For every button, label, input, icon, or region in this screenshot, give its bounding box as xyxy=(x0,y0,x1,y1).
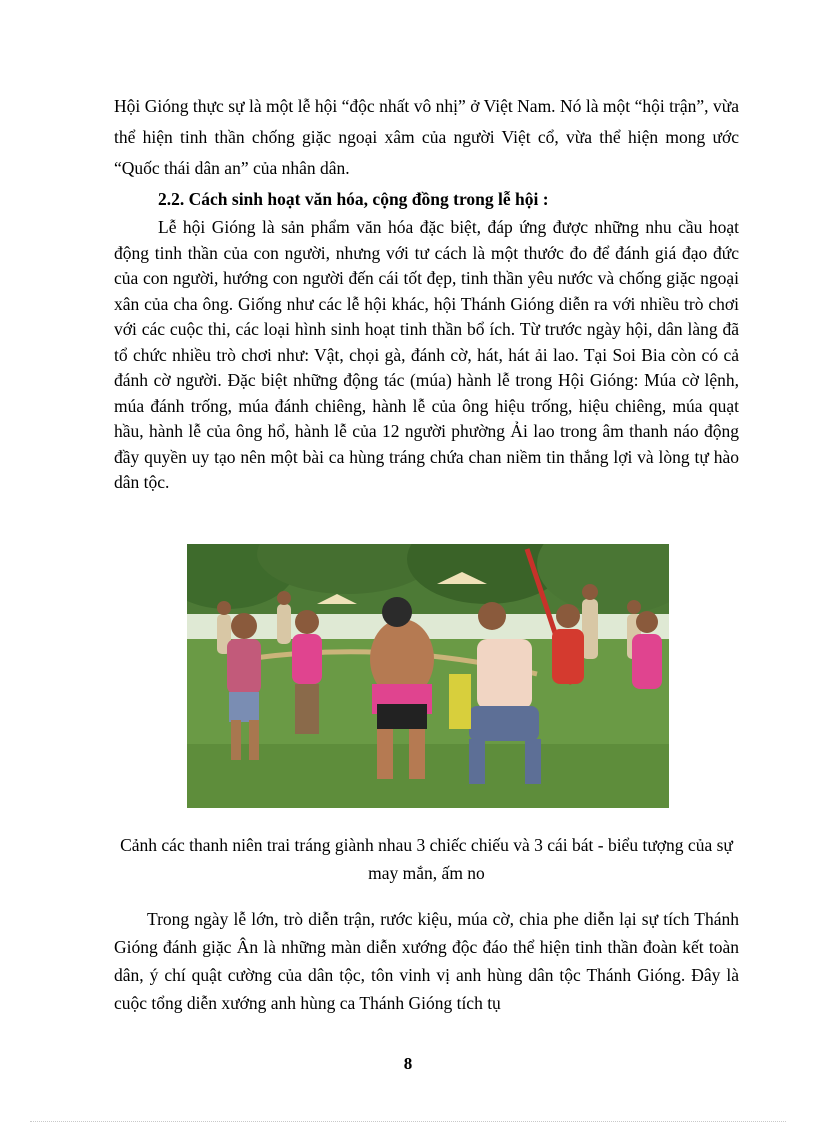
intro-paragraph: Hội Gióng thực sự là một lễ hội “độc nhất vô nhị” ở Việt Nam. Nó là một “hội trận”, vừa thể hiện tinh thần chống giặc ngoại xâm của người Việt cổ, vừa thể hiện mong ước “Quốc thái dân an” của nhân dân. xyxy=(114,96,739,178)
festival-photo xyxy=(187,544,669,808)
page-number: 8 xyxy=(403,1054,413,1073)
closing-paragraph: Trong ngày lễ lớn, trò diễn trận, rước kiệu, múa cờ, chia phe diễn lại sự tích Thánh Gióng đánh giặc Ân là những màn diễn xướng độc đáo thể hiện tinh thần đoàn kết toàn dân, ý chí quật cường của dân tộc, tôn vinh vị anh hùng dân tộc Thánh Gióng. Đây là cuộc tổng diễn xướng anh hùng ca Thánh Gióng tích tụ xyxy=(114,909,739,1013)
section-paragraph: Lễ hội Gióng là sản phẩm văn hóa đặc biệt, đáp ứng được những nhu cầu hoạt động tinh thần của con người, nhưng với tư cách là một thước đo để đánh giá đạo đức của con người, hướng con người đến cái tốt đẹp, tinh thần yêu nước và chống giặc ngoại xân của cha ông. Giống như các lễ hội khác, hội Thánh Gióng diễn ra với nhiều trò chơi với các cuộc thi, các loại hình sinh hoạt tinh thần bổ ích. Từ trước ngày hội, dân làng đã tổ chức nhiều trò chơi như: Vật, chọi gà, đánh cờ, hát, hát ải lao. Tại Soi Bia còn có cả đánh cờ người. Đặc biệt những động tác (múa) hành lễ trong Hội Gióng: Múa cờ lệnh, múa đánh trống, múa đánh chiêng, hành lễ của ông hiệu trống, hiệu chiêng, múa quạt hầu, hành lễ của ông hổ, hành lễ của 12 người phường Ải lao trong âm thanh náo động đầy quyền uy tạo nên một bài ca hùng tráng chứa chan niềm tin thắng lợi và lòng tự hào dân tộc. xyxy=(114,217,739,492)
photo-caption: Cảnh các thanh niên trai tráng giành nhau 3 chiếc chiếu và 3 cái bát - biểu tượng của sự may mắn, ấm no xyxy=(120,835,733,883)
section-heading: 2.2. Cách sinh hoạt văn hóa, cộng đồng trong lễ hội : xyxy=(158,189,549,209)
page-bottom-divider xyxy=(30,1121,786,1122)
